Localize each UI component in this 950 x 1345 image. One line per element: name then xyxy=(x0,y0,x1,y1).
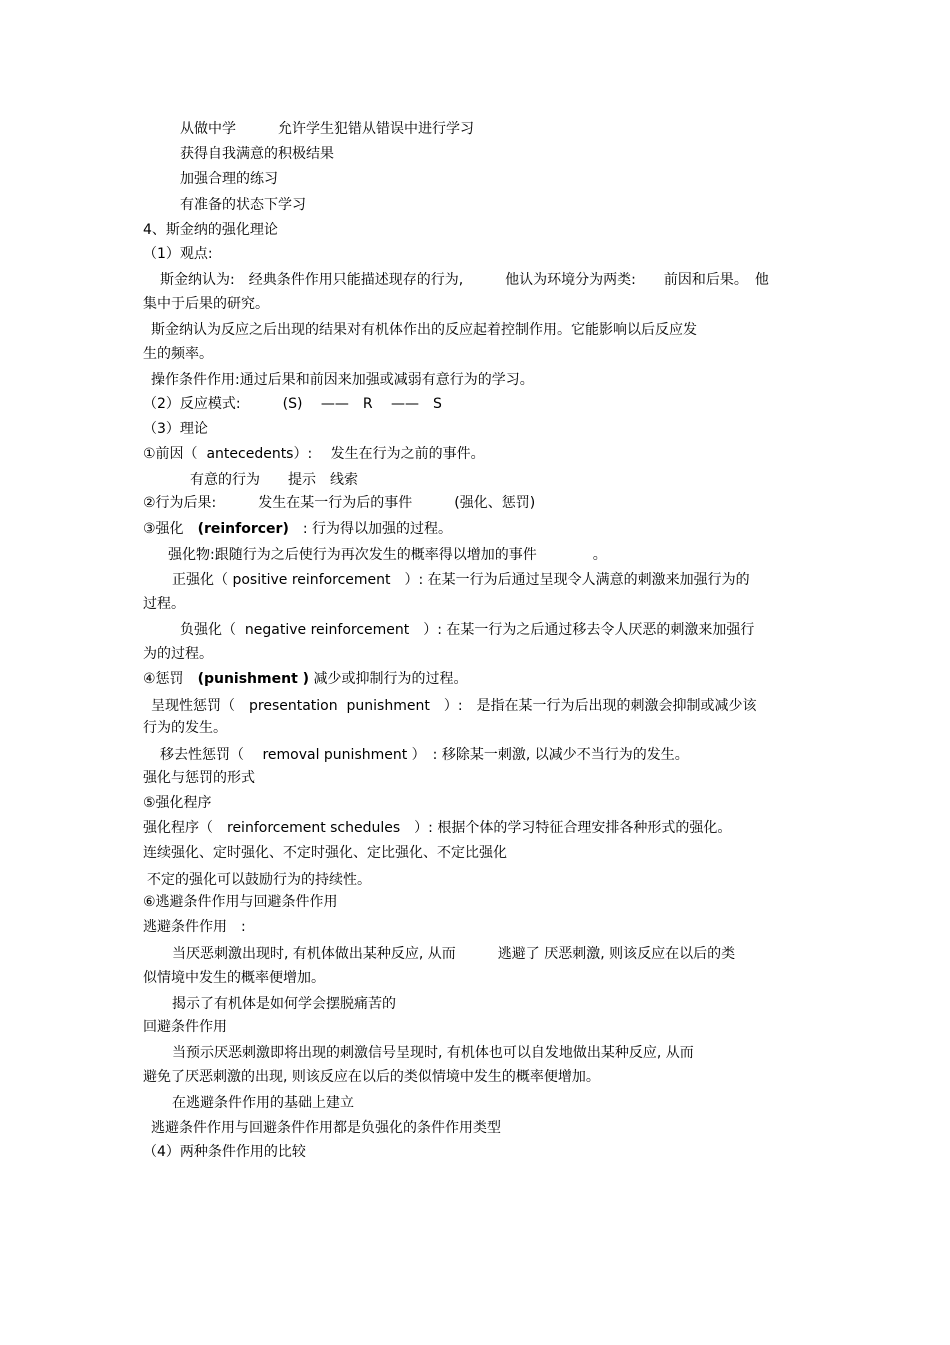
text-line: 加强合理的练习 xyxy=(180,171,278,187)
text-line: 揭示了有机体是如何学会摆脱痛苦的 xyxy=(172,996,396,1012)
text-line: 似情境中发生的概率便增加。 xyxy=(143,970,325,986)
term-bold: (punishment ) xyxy=(197,671,310,687)
text-line: 连续强化、定时强化、不定时强化、定比强化、不定比强化 xyxy=(143,845,507,861)
text-line: ⑥逃避条件作用与回避条件作用 xyxy=(143,894,338,910)
text-line: 行为的发生。 xyxy=(143,720,227,736)
text-line xyxy=(143,670,467,688)
text-line: 从做中学 允许学生犯错从错误中进行学习 xyxy=(180,121,474,137)
text-line: 呈现性惩罚（ presentation punishment ）: 是指在某一行为后出现的刺激会抑制或减少该 xyxy=(151,698,757,714)
text-line: 有准备的状态下学习 xyxy=(180,197,306,213)
text-line: 生的频率。 xyxy=(143,346,213,362)
text-line: 强化物:跟随行为之后使行为再次发生的概率得以增加的事件 。 xyxy=(168,547,607,563)
text-line: 在逃避条件作用的基础上建立 xyxy=(172,1095,354,1111)
text-line: 获得自我满意的积极结果 xyxy=(180,146,334,162)
text-line: 斯金纳认为反应之后出现的结果对有机体作出的反应起着控制作用。它能影响以后反应发 xyxy=(151,322,697,338)
text-line: 移去性惩罚（ removal punishment ） : 移除某一刺激, 以减少不当行为的发生。 xyxy=(160,747,689,763)
text-line: 当厌恶刺激出现时, 有机体做出某种反应, 从而 逃避了 厌恶刺激, 则该反应在以后的类 xyxy=(172,946,736,962)
subsection-heading: （2）反应模式: (S) —— R —— S xyxy=(143,396,442,412)
text-line: 回避条件作用 xyxy=(143,1019,227,1035)
text-segment: ④惩罚 xyxy=(143,671,198,687)
text-line: 过程。 xyxy=(143,596,185,612)
section-heading: 4、斯金纳的强化理论 xyxy=(143,222,278,238)
subsection-heading: （1）观点: xyxy=(143,246,213,262)
text-line: 逃避条件作用与回避条件作用都是负强化的条件作用类型 xyxy=(151,1120,501,1136)
text-line: 有意的行为 提示 线索 xyxy=(190,472,358,488)
text-line: 斯金纳认为: 经典条件作用只能描述现存的行为, 他认为环境分为两类: 前因和后果。 他 xyxy=(160,272,769,288)
text-segment: 减少或抑制行为的过程。 xyxy=(309,671,468,687)
text-line: 操作条件作用:通过后果和前因来加强或减弱有意行为的学习。 xyxy=(151,372,534,388)
text-line: 强化程序（ reinforcement schedules ）: 根据个体的学习特征合理安排各种形式的强化。 xyxy=(143,820,732,836)
text-line: ①前因（ antecedents）: 发生在行为之前的事件。 xyxy=(143,446,485,462)
text-line: ②行为后果: 发生在某一行为后的事件 (强化、惩罚) xyxy=(143,495,536,511)
text-line: 不定的强化可以鼓励行为的持续性。 xyxy=(147,872,371,888)
text-line: 避免了厌恶刺激的出现, 则该反应在以后的类似情境中发生的概率便增加。 xyxy=(143,1069,600,1085)
text-line: ⑤强化程序 xyxy=(143,795,212,811)
text-line: 负强化（ negative reinforcement ）: 在某一行为之后通过移去令人厌恶的刺激来加强行 xyxy=(180,622,755,638)
subsection-heading: （3）理论 xyxy=(143,421,208,437)
text-segment: ③强化 xyxy=(143,521,198,537)
text-line xyxy=(143,520,452,538)
subsection-heading: （4）两种条件作用的比较 xyxy=(143,1144,306,1160)
text-segment: : 行为得以加强的过程。 xyxy=(288,521,453,537)
text-line: 集中于后果的研究。 xyxy=(143,296,269,312)
text-line: 当预示厌恶刺激即将出现的刺激信号呈现时, 有机体也可以自发地做出某种反应, 从而 xyxy=(172,1045,694,1061)
text-line: 正强化（ positive reinforcement ）: 在某一行为后通过呈现令人满意的刺激来加强行为的 xyxy=(172,572,750,588)
text-line: 为的过程。 xyxy=(143,646,213,662)
term-bold: (reinforcer) xyxy=(197,521,289,537)
text-line: 逃避条件作用 : xyxy=(143,919,246,935)
text-line: 强化与惩罚的形式 xyxy=(143,770,255,786)
